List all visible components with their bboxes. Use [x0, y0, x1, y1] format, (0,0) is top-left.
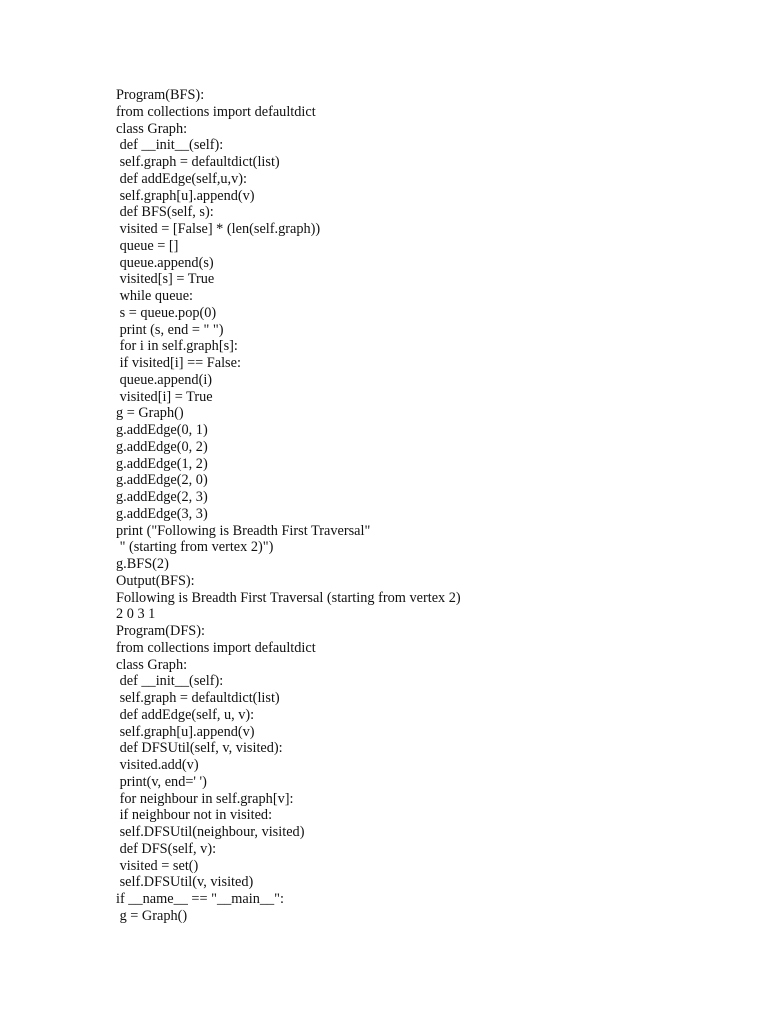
code-line: queue.append(s)	[116, 254, 214, 271]
code-line: print (s, end = " ")	[116, 321, 224, 338]
code-line: " (starting from vertex 2)")	[116, 539, 274, 556]
code-line: g = Graph()	[116, 907, 188, 924]
code-line: g.addEdge(1, 2)	[116, 455, 208, 472]
code-line: visited = set()	[116, 857, 199, 874]
code-line: self.graph = defaultdict(list)	[116, 154, 280, 170]
code-line: g.BFS(2)	[116, 556, 169, 572]
code-line: g.addEdge(0, 1)	[116, 422, 208, 438]
code-line: if visited[i] == False:	[116, 355, 241, 371]
code-line: print ("Following is Breadth First Traversal"	[116, 522, 371, 539]
code-line: self.graph[u].append(v)	[116, 723, 255, 740]
code-line: def addEdge(self, u, v):	[116, 706, 255, 723]
code-line: if __name__ == "__main__":	[116, 891, 284, 907]
code-line: def DFSUtil(self, v, visited):	[116, 740, 283, 757]
code-line: while queue:	[116, 288, 194, 304]
code-line: class Graph:	[116, 120, 188, 137]
code-line: class Graph:	[116, 656, 188, 673]
code-line: s = queue.pop(0)	[116, 304, 217, 321]
code-line: from collections import defaultdict	[116, 639, 316, 656]
code-line: visited = [False] * (len(self.graph))	[116, 221, 321, 237]
section-heading-dfs-program: Program(DFS):	[116, 623, 205, 639]
code-line: def BFS(self, s):	[116, 204, 214, 221]
code-line: visited[i] = True	[116, 388, 213, 405]
code-line: g.addEdge(2, 0)	[116, 472, 208, 489]
code-line: print(v, end=' ')	[116, 773, 207, 790]
code-listing	[116, 87, 736, 925]
code-line: queue.append(i)	[116, 371, 213, 388]
code-line: for neighbour in self.graph[v]:	[116, 790, 294, 807]
code-line: def __init__(self):	[116, 673, 224, 690]
section-heading-bfs-program: Program(BFS):	[116, 87, 205, 103]
code-line: queue = []	[116, 237, 179, 254]
code-line: for i in self.graph[s]:	[116, 338, 238, 355]
code-line: g.addEdge(2, 3)	[116, 489, 208, 505]
output-line: 2 0 3 1	[116, 606, 156, 623]
output-line: Following is Breadth First Traversal (starting from vertex 2)	[116, 589, 461, 606]
code-line: g = Graph()	[116, 405, 184, 422]
code-line: def addEdge(self,u,v):	[116, 170, 248, 187]
code-line: from collections import defaultdict	[116, 103, 316, 120]
code-line: def __init__(self):	[116, 137, 224, 154]
section-heading-bfs-output: Output(BFS):	[116, 572, 195, 589]
code-line: if neighbour not in visited:	[116, 807, 273, 824]
code-line: self.DFSUtil(neighbour, visited)	[116, 824, 305, 840]
code-line: self.DFSUtil(v, visited)	[116, 874, 254, 891]
code-line: visited[s] = True	[116, 271, 215, 288]
code-line: visited.add(v)	[116, 757, 199, 773]
code-line: g.addEdge(0, 2)	[116, 438, 208, 455]
code-line: g.addEdge(3, 3)	[116, 505, 208, 522]
code-line: def DFS(self, v):	[116, 840, 217, 857]
code-line: self.graph = defaultdict(list)	[116, 690, 280, 706]
code-line: self.graph[u].append(v)	[116, 187, 255, 204]
